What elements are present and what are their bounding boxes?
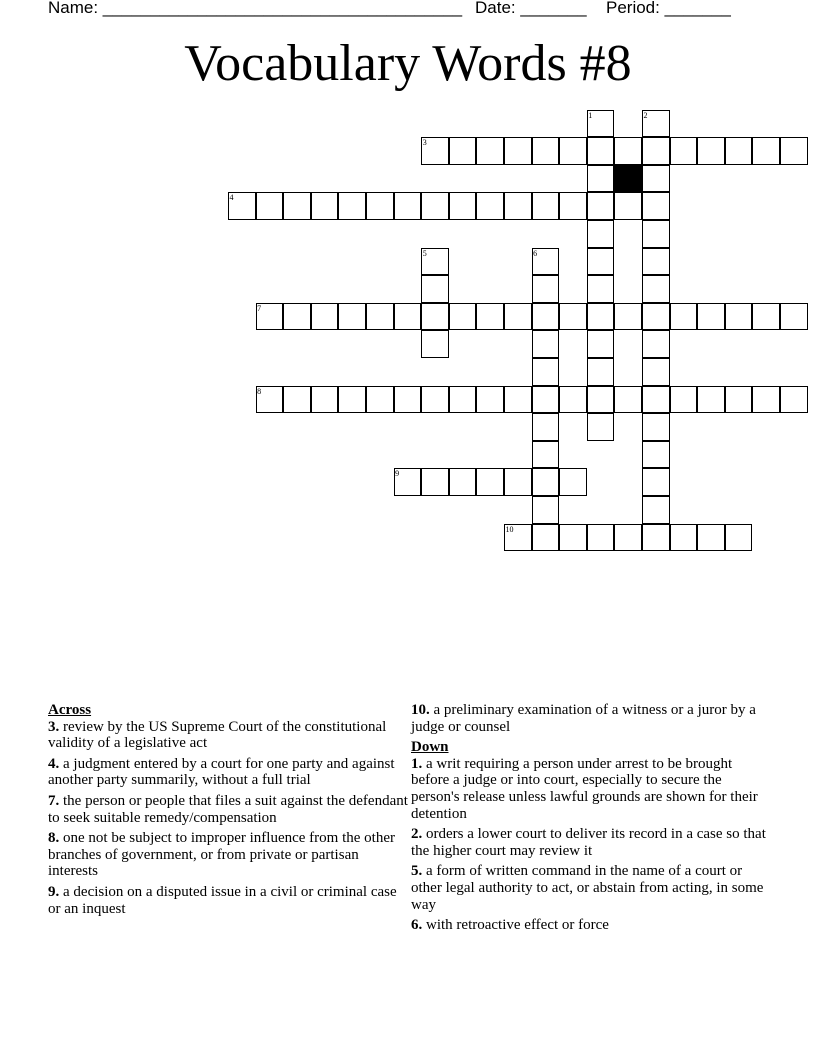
grid-cell[interactable]: [283, 303, 311, 331]
grid-cell[interactable]: [504, 386, 532, 414]
grid-cell[interactable]: [559, 303, 587, 331]
grid-cell[interactable]: [614, 524, 642, 552]
grid-cell[interactable]: [670, 303, 698, 331]
grid-cell[interactable]: [587, 386, 615, 414]
grid-cell[interactable]: [449, 303, 477, 331]
clue-item: [48, 756, 408, 789]
clue-item-text: a preliminary examination of a witness or a juror by a judge or counsel: [411, 702, 756, 735]
grid-cell[interactable]: [476, 192, 504, 220]
clue-item: [411, 702, 771, 735]
grid-cell[interactable]: [421, 468, 449, 496]
clue-item-text: a judgment entered by a court for one party and against another party summarily, without a full trial: [48, 755, 395, 789]
clue-item: [411, 917, 771, 934]
clue-item-number: 10.: [411, 702, 430, 718]
grid-cell[interactable]: [449, 386, 477, 414]
grid-cell[interactable]: [642, 248, 670, 276]
down-clue-list: [411, 756, 771, 934]
grid-cell[interactable]: [670, 137, 698, 165]
clue-item: [48, 719, 408, 752]
grid-cell[interactable]: [587, 220, 615, 248]
clue-item-text: orders a lower court to deliver its record in a case so that the higher court may review it: [411, 826, 766, 859]
clue-number: 3: [422, 138, 427, 148]
grid-cell[interactable]: [504, 468, 532, 496]
grid-cell[interactable]: [587, 137, 615, 165]
black-cell: [614, 165, 642, 193]
clue-item-number: 9.: [48, 883, 60, 900]
clue-item-number: 6.: [411, 917, 423, 934]
grid-cell[interactable]: [642, 413, 670, 441]
grid-cell[interactable]: [394, 303, 422, 331]
grid-cell[interactable]: [476, 137, 504, 165]
grid-cell[interactable]: [752, 303, 780, 331]
grid-cell[interactable]: [559, 386, 587, 414]
period-field[interactable]: Period: _______: [606, 0, 731, 17]
grid-cell[interactable]: [642, 441, 670, 469]
grid-cell[interactable]: [559, 468, 587, 496]
grid-cell[interactable]: [338, 303, 366, 331]
grid-cell[interactable]: [532, 413, 560, 441]
grid-cell[interactable]: [532, 358, 560, 386]
clue-item-number: 7.: [48, 792, 60, 809]
clue-item-text: the person or people that files a suit against the defendant to seek suitable remedy/compensation: [48, 792, 408, 826]
grid-cell[interactable]: [532, 137, 560, 165]
grid-cell[interactable]: [476, 303, 504, 331]
across-clue-list: [48, 719, 408, 918]
grid-cell[interactable]: [532, 192, 560, 220]
grid-cell[interactable]: [587, 330, 615, 358]
grid-cell[interactable]: [532, 275, 560, 303]
grid-cell[interactable]: [642, 496, 670, 524]
clue-number: 10: [505, 524, 514, 534]
grid-cell[interactable]: [311, 192, 339, 220]
grid-cell[interactable]: [587, 303, 615, 331]
grid-cell[interactable]: [283, 192, 311, 220]
grid-cell[interactable]: [421, 275, 449, 303]
grid-cell[interactable]: [421, 330, 449, 358]
grid-cell[interactable]: [587, 413, 615, 441]
grid-cell[interactable]: [559, 137, 587, 165]
grid-cell[interactable]: [504, 137, 532, 165]
clue-number: 5: [422, 248, 427, 258]
grid-cell[interactable]: [587, 275, 615, 303]
clue-item-number: 2.: [411, 826, 423, 843]
date-field[interactable]: Date: _______: [475, 0, 587, 17]
down-heading: Down: [411, 739, 449, 756]
clue-item-number: 4.: [48, 755, 60, 772]
grid-cell[interactable]: [752, 386, 780, 414]
clue-item-number: 1.: [411, 755, 423, 772]
grid-cell[interactable]: [311, 386, 339, 414]
grid-cell[interactable]: [311, 303, 339, 331]
grid-cell[interactable]: [449, 137, 477, 165]
grid-cell[interactable]: [587, 524, 615, 552]
clue-item: [411, 863, 771, 913]
grid-cell[interactable]: [421, 303, 449, 331]
grid-cell[interactable]: [476, 468, 504, 496]
clue-number: 4: [229, 193, 234, 203]
clue-item-text: review by the US Supreme Court of the constitutional validity of a legislative act: [48, 718, 387, 752]
grid-cell[interactable]: [532, 441, 560, 469]
clue-number: 6: [533, 248, 538, 258]
grid-cell[interactable]: [366, 386, 394, 414]
clue-item-text: a form of written command in the name of a court or other legal authority to act, or abstain from acting, in some way: [411, 863, 764, 913]
grid-cell[interactable]: [780, 386, 808, 414]
across-clues: [48, 702, 408, 921]
grid-cell[interactable]: [476, 386, 504, 414]
grid-cell[interactable]: [504, 192, 532, 220]
grid-cell[interactable]: [642, 358, 670, 386]
down-clues-column: [411, 702, 771, 938]
clue-item-text: a decision on a disputed issue in a civil or criminal case or an inquest: [48, 883, 397, 917]
clue-item: [48, 884, 408, 917]
grid-cell[interactable]: [697, 524, 725, 552]
grid-cell[interactable]: [338, 386, 366, 414]
grid-cell[interactable]: [642, 220, 670, 248]
grid-cell[interactable]: [642, 303, 670, 331]
clue-item-number: 8.: [48, 830, 60, 847]
grid-cell[interactable]: [614, 303, 642, 331]
grid-cell[interactable]: [725, 386, 753, 414]
grid-cell[interactable]: [504, 303, 532, 331]
clue-item: [48, 793, 408, 826]
page-title: Vocabulary Words #8: [184, 35, 632, 92]
grid-cell[interactable]: [559, 524, 587, 552]
grid-cell[interactable]: [587, 165, 615, 193]
grid-cell[interactable]: [642, 524, 670, 552]
grid-cell[interactable]: [421, 386, 449, 414]
grid-cell[interactable]: [587, 358, 615, 386]
grid-cell[interactable]: [697, 137, 725, 165]
grid-cell[interactable]: [532, 524, 560, 552]
grid-cell[interactable]: [642, 330, 670, 358]
grid-cell[interactable]: [780, 137, 808, 165]
clue-number: 7: [257, 303, 262, 313]
clue-item: [411, 756, 771, 822]
grid-cell[interactable]: [532, 303, 560, 331]
grid-cell[interactable]: [394, 192, 422, 220]
grid-cell[interactable]: [752, 137, 780, 165]
clue-number: 2: [643, 110, 648, 120]
grid-cell[interactable]: [697, 303, 725, 331]
clue-item-text: with retroactive effect or force: [422, 917, 609, 934]
grid-cell[interactable]: [780, 303, 808, 331]
grid-cell[interactable]: [614, 386, 642, 414]
across-clue-list-continued: [411, 702, 771, 735]
clue-item-number: 5.: [411, 863, 423, 880]
grid-cell[interactable]: [642, 386, 670, 414]
grid-cell[interactable]: [338, 192, 366, 220]
grid-cell[interactable]: [614, 137, 642, 165]
clue-number: 9: [395, 469, 400, 479]
grid-cell[interactable]: [642, 192, 670, 220]
grid-cell[interactable]: [725, 303, 753, 331]
grid-cell[interactable]: [532, 496, 560, 524]
clue-item-text: one not be subject to improper influence from the other branches of government, or from private or partisan interests: [48, 830, 395, 880]
across-heading: Across: [48, 702, 92, 718]
grid-cell[interactable]: [642, 165, 670, 193]
grid-cell[interactable]: [725, 524, 753, 552]
grid-cell[interactable]: [449, 192, 477, 220]
grid-cell[interactable]: [697, 386, 725, 414]
clue-number: 1: [588, 110, 593, 120]
grid-cell[interactable]: [587, 192, 615, 220]
grid-cell[interactable]: [532, 386, 560, 414]
grid-cell[interactable]: [366, 192, 394, 220]
grid-cell[interactable]: [642, 275, 670, 303]
grid-cell[interactable]: [532, 468, 560, 496]
grid-cell[interactable]: [559, 192, 587, 220]
grid-cell[interactable]: [725, 137, 753, 165]
grid-cell[interactable]: [256, 192, 284, 220]
clue-number: 8: [257, 386, 262, 396]
name-field[interactable]: Name: ______________________________________: [48, 0, 463, 17]
clue-item: [48, 830, 408, 880]
clue-item-number: 3.: [48, 718, 60, 735]
grid-cell[interactable]: [670, 386, 698, 414]
grid-cell[interactable]: [449, 468, 477, 496]
grid-cell[interactable]: [283, 386, 311, 414]
grid-cell[interactable]: [394, 386, 422, 414]
clue-item: [411, 826, 771, 859]
grid-cell[interactable]: [642, 137, 670, 165]
grid-cell[interactable]: [421, 192, 449, 220]
grid-cell[interactable]: [614, 192, 642, 220]
clue-item-text: a writ requiring a person under arrest to be brought before a judge or into court, especially to secure the person's release unless lawful grounds are shown for their detention: [411, 755, 758, 822]
grid-cell[interactable]: [532, 330, 560, 358]
grid-cell[interactable]: [587, 248, 615, 276]
grid-cell[interactable]: [642, 468, 670, 496]
grid-cell[interactable]: [366, 303, 394, 331]
grid-cell[interactable]: [670, 524, 698, 552]
